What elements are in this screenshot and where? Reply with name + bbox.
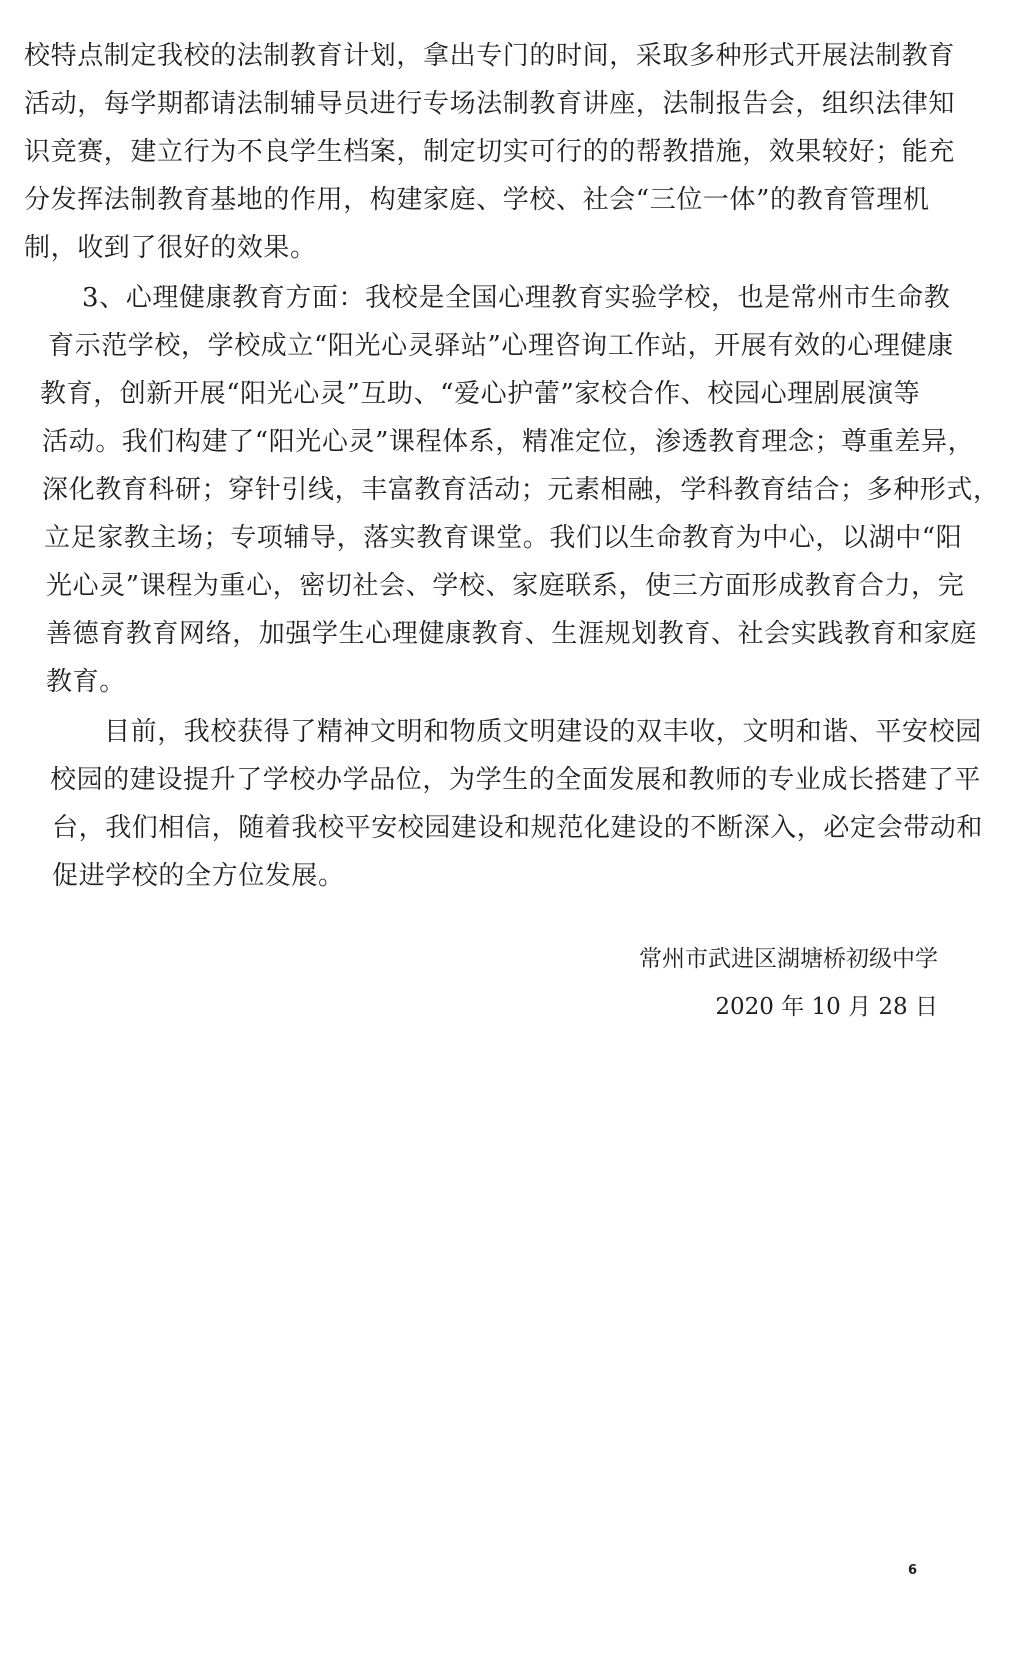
text-line: 校园的建设提升了学校办学品位，为学生的全面发展和教师的专业成长搭建了平 [50, 765, 982, 795]
signature-organization: 常州市武进区湖塘桥初级中学 [639, 946, 938, 972]
text-line: 制，收到了很好的效果。 [24, 233, 317, 263]
text-line: 校特点制定我校的法制教育计划，拿出专门的时间，采取多种形式开展法制教育 [24, 41, 956, 71]
text-line: 促进学校的全方位发展。 [52, 861, 345, 891]
text-line: 教育。 [46, 667, 126, 697]
text-line: 立足家教主场；专项辅导，落实教育课堂。我们以生命教育为中心，以湖中“阳 [44, 523, 963, 553]
text-line: 目前，我校获得了精神文明和物质文明建设的双丰收，文明和谐、平安校园 [104, 717, 982, 747]
signature-date: 2020 年 10 月 28 日 [715, 994, 938, 1020]
text-line: 台，我们相信，随着我校平安校园建设和规范化建设的不断深入，必定会带动和 [52, 813, 984, 843]
page-number: 6 [908, 1563, 918, 1578]
text-line: 3、心理健康教育方面：我校是全国心理教育实验学校，也是常州市生命教 [82, 283, 951, 313]
text-line: 善德育教育网络，加强学生心理健康教育、生涯规划教育、社会实践教育和家庭 [46, 619, 978, 649]
text-line: 活动。我们构建了“阳光心灵”课程体系，精准定位，渗透教育理念；尊重差异， [42, 427, 975, 457]
text-line: 光心灵”课程为重心，密切社会、学校、家庭联系，使三方面形成教育合力，完 [46, 571, 965, 601]
text-line: 识竞赛，建立行为不良学生档案，制定切实可行的的帮教措施，效果较好；能充 [24, 137, 956, 167]
text-line: 育示范学校，学校成立“阳光心灵驿站”心理咨询工作站，开展有效的心理健康 [48, 331, 954, 361]
text-line: 分发挥法制教育基地的作用，构建家庭、学校、社会“三位一体”的教育管理机 [24, 185, 930, 215]
text-line: 活动，每学期都请法制辅导员进行专场法制教育讲座，法制报告会，组织法律知 [24, 89, 956, 119]
text-line: 教育，创新开展“阳光心灵”互助、“爱心护蕾”家校合作、校园心理剧展演等 [40, 379, 921, 409]
text-line: 深化教育科研；穿针引线，丰富教育活动；元素相融，学科教育结合；多种形式， [42, 475, 1000, 505]
